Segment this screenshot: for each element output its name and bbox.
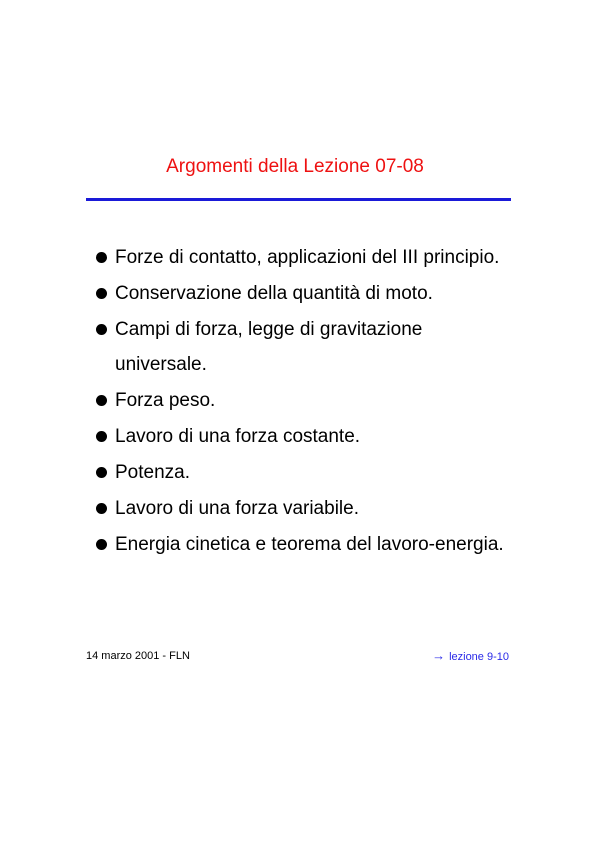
list-item (95, 455, 515, 490)
bullet-icon (96, 252, 107, 263)
title-divider (86, 198, 511, 201)
list-item-text: Forze di contatto, applicazioni del III principio. (115, 247, 500, 268)
next-lesson-link[interactable] (432, 649, 509, 664)
bullet-icon (96, 288, 107, 299)
list-item (95, 491, 515, 526)
bullet-icon (96, 503, 107, 514)
bullet-icon (96, 431, 107, 442)
bullet-icon (96, 395, 107, 406)
slide-title: Argomenti della Lezione 07-08 (166, 156, 424, 177)
right-arrow-icon: → (432, 648, 446, 663)
list-item (95, 383, 515, 418)
list-item-text: Conservazione della quantità di moto. (115, 283, 433, 304)
list-item (95, 240, 515, 275)
bullet-icon (96, 539, 107, 550)
list-item-text: Campi di forza, legge di gravitazione universale. (115, 319, 423, 375)
list-item-text: Forza peso. (115, 390, 216, 411)
list-item (95, 419, 515, 454)
list-item-text: Potenza. (115, 462, 190, 483)
list-item-text: Lavoro di una forza variabile. (115, 498, 359, 519)
list-item-text: Lavoro di una forza costante. (115, 426, 361, 447)
list-item (95, 276, 515, 311)
topic-list (95, 240, 515, 563)
bullet-icon (96, 467, 107, 478)
list-item-text: Energia cinetica e teorema del lavoro-energia. (115, 534, 504, 555)
list-item (95, 312, 515, 382)
list-item (95, 527, 515, 562)
bullet-icon (96, 324, 107, 335)
next-lesson-label: lezione 9-10 (449, 651, 509, 663)
footer-date-author: 14 marzo 2001 - FLN (86, 650, 190, 662)
